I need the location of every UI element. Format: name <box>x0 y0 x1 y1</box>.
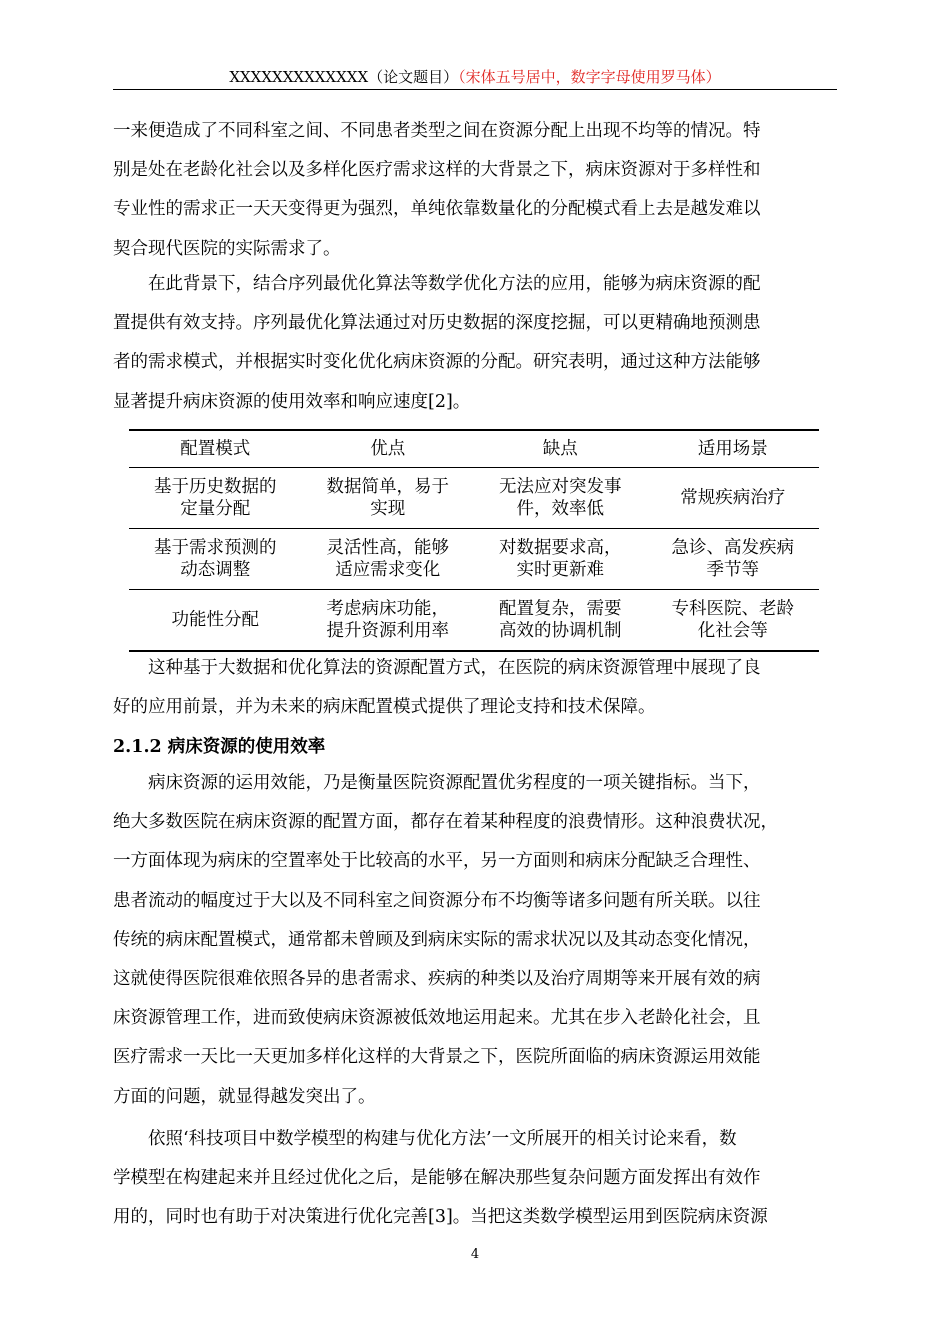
text-line: 者的需求模式，并根据实时变化优化病床资源的分配。研究表明，通过这种方法能够 <box>113 352 761 373</box>
table-row <box>129 468 819 529</box>
paragraph-3 <box>113 649 829 727</box>
text-line: 显著提升病床资源的使用效率和响应速度[2]。 <box>113 391 471 412</box>
text-line: 传统的病床配置模式，通常都未曾顾及到病床实际的需求状况以及其动态变化情况， <box>113 929 761 950</box>
text-line: 在此背景下，结合序列最优化算法等数学优化方法的应用，能够为病床资源的配 <box>148 274 761 294</box>
text-line: 病床资源的运用效能，乃是衡量医院资源配置优劣程度的一项关键指标。当下， <box>148 773 761 793</box>
text-line: 这就使得医院很难依照各异的患者需求、疾病的种类以及治疗周期等来开展有效的病 <box>113 969 761 990</box>
table-cell: 功能性分配 <box>129 590 302 652</box>
paragraph-2 <box>113 265 829 422</box>
table-cell: 配置复杂，需要 高效的协调机制 <box>474 590 647 652</box>
table-header-row <box>129 430 819 468</box>
text-line: 置提供有效支持。序列最优化算法通过对历史数据的深度挖掘，可以更精确地预测患 <box>113 313 761 334</box>
text-line: 学模型在构建起来并且经过优化之后，是能够在解决那些复杂问题方面发挥出有效作 <box>113 1168 761 1189</box>
table-cell: 无法应对突发事 件，效率低 <box>474 468 647 529</box>
table-cell: 急诊、高发疾病 季节等 <box>647 529 820 590</box>
text-line: 这种基于大数据和优化算法的资源配置方式，在医院的病床资源管理中展现了良 <box>148 658 761 678</box>
table-cell: 基于历史数据的 定量分配 <box>129 468 302 529</box>
paragraph-5 <box>113 1120 829 1238</box>
text-line: 方面的问题，就显得越发突出了。 <box>113 1086 376 1107</box>
page-header <box>113 66 837 88</box>
table-cell: 数据简单，易于 实现 <box>302 468 475 529</box>
table-cell: 灵活性高，能够 适应需求变化 <box>302 529 475 590</box>
table-cell: 考虑病床功能， 提升资源利用率 <box>302 590 475 652</box>
paragraph-4 <box>113 764 829 1117</box>
table-cell: 常规疾病治疗 <box>647 468 820 529</box>
header-format-note: （宋体五号居中，数字字母使用罗马体） <box>458 68 721 86</box>
table-header-cell: 适用场景 <box>647 430 820 468</box>
page-number: 4 <box>470 1247 480 1262</box>
text-line: 别是处在老龄化社会以及多样化医疗需求这样的大背景之下，病床资源对于多样性和 <box>113 160 761 181</box>
header-title: XXXXXXXXXXXXX（论文题目） <box>229 68 459 86</box>
table-cell: 基于需求预测的 动态调整 <box>129 529 302 590</box>
config-mode-table <box>129 429 819 652</box>
section-heading: 2.1.2 病床资源的使用效率 <box>113 737 326 757</box>
table-header-cell: 缺点 <box>474 430 647 468</box>
table-header-cell: 配置模式 <box>129 430 302 468</box>
paragraph-1 <box>113 112 829 269</box>
text-line: 依照‘科技项目中数学模型的构建与优化方法’一文所展开的相关讨论来看，数 <box>148 1129 737 1149</box>
text-line: 床资源管理工作，进而致使病床资源被低效地运用起来。尤其在步入老龄化社会，且 <box>113 1008 761 1029</box>
table-header-cell: 优点 <box>302 430 475 468</box>
text-line: 一方面体现为病床的空置率处于比较高的水平，另一方面则和病床分配缺乏合理性、 <box>113 851 761 872</box>
text-line: 好的应用前景，并为未来的病床配置模式提供了理论支持和技术保障。 <box>113 697 656 718</box>
header-rule <box>113 89 837 90</box>
text-line: 契合现代医院的实际需求了。 <box>113 238 341 259</box>
text-line: 专业性的需求正一天天变得更为强烈，单纯依靠数量化的分配模式看上去是越发难以 <box>113 199 761 220</box>
table-cell: 专科医院、老龄 化社会等 <box>647 590 820 652</box>
text-line: 用的，同时也有助于对决策进行优化完善[3]。当把这类数学模型运用到医院病床资源 <box>113 1207 768 1228</box>
text-line: 一来便造成了不同科室之间、不同患者类型之间在资源分配上出现不均等的情况。特 <box>113 121 761 141</box>
table-row <box>129 529 819 590</box>
text-line: 患者流动的幅度过于大以及不同科室之间资源分布不均衡等诸多问题有所关联。以往 <box>113 890 761 911</box>
table-row <box>129 590 819 652</box>
text-line: 医疗需求一天比一天更加多样化这样的大背景之下，医院所面临的病床资源运用效能 <box>113 1047 761 1068</box>
table-cell: 对数据要求高， 实时更新难 <box>474 529 647 590</box>
text-line: 绝大多数医院在病床资源的配置方面，都存在着某种程度的浪费情形。这种浪费状况， <box>113 812 778 833</box>
